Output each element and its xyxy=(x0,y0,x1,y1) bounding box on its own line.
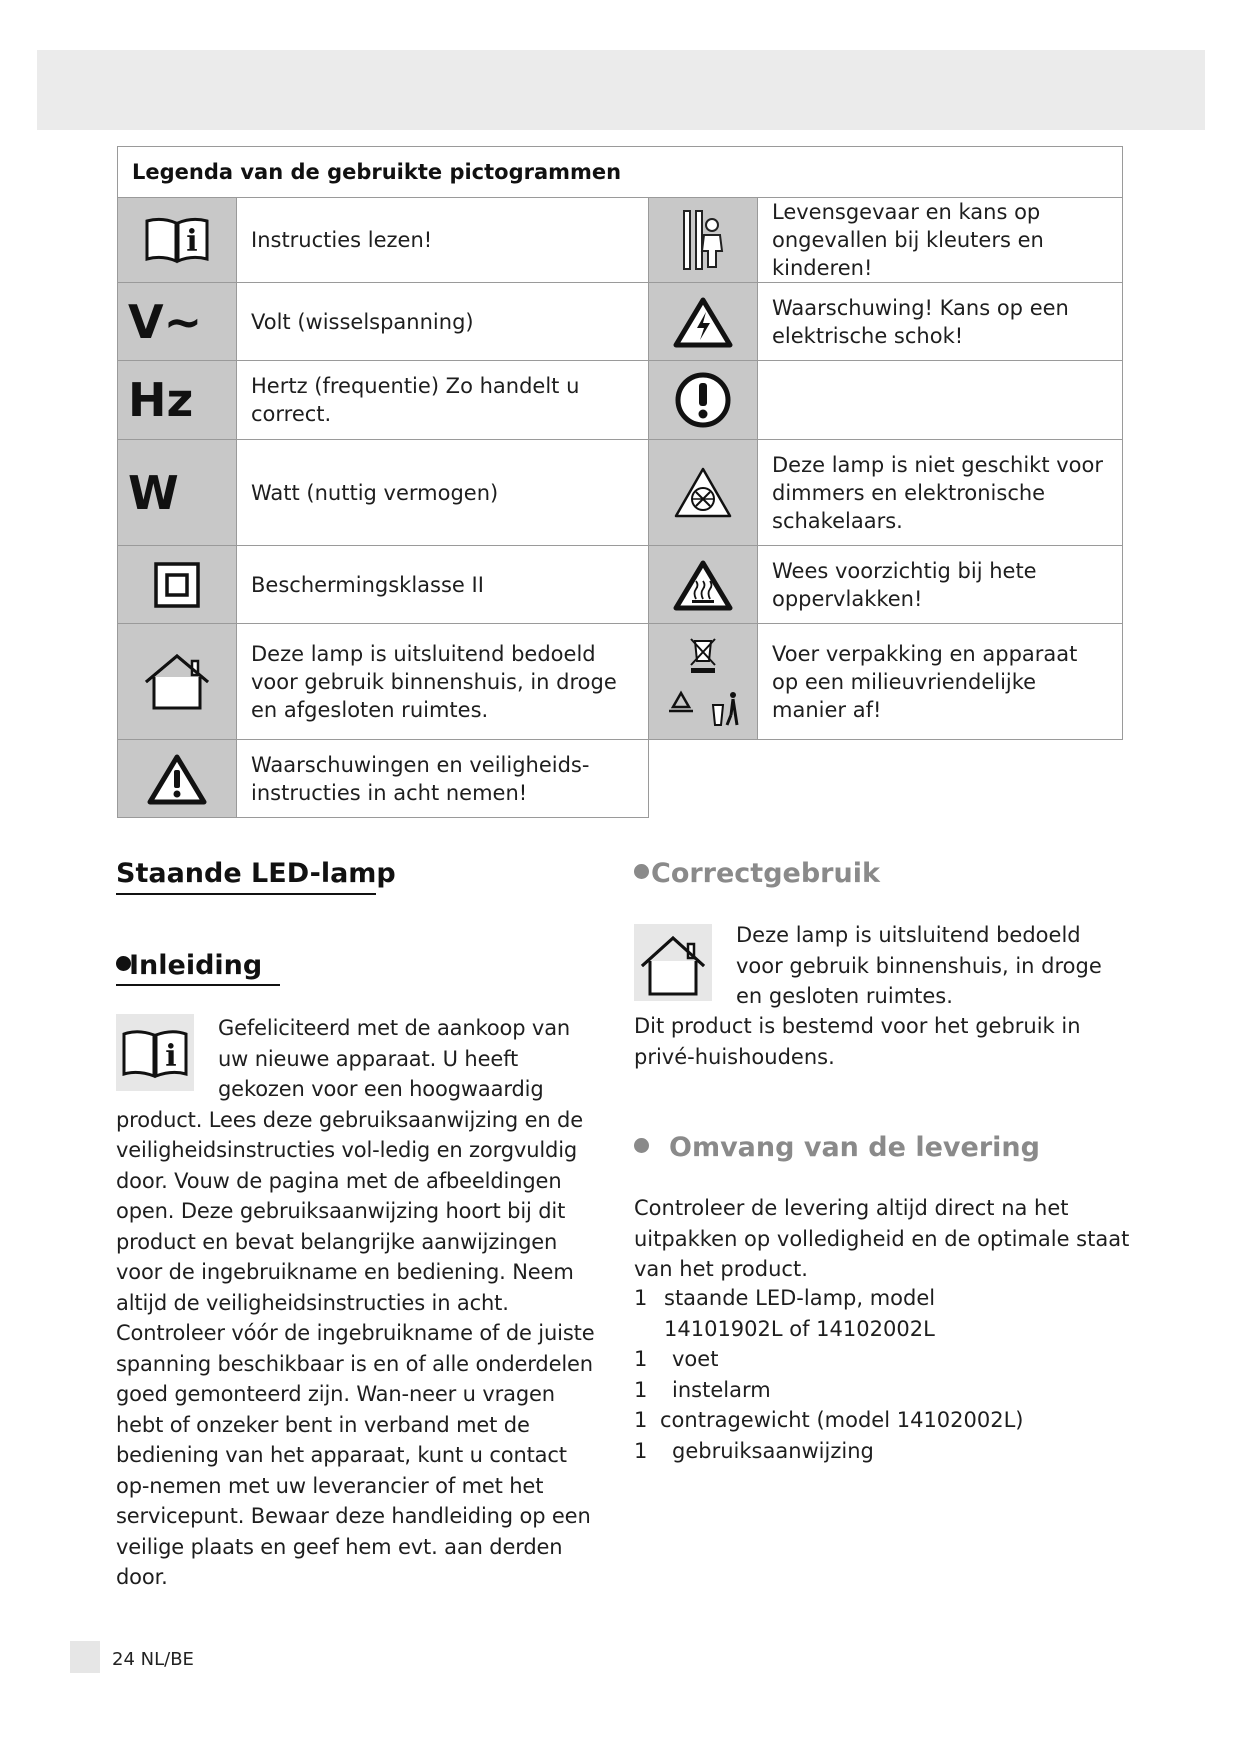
item-qty: 1 xyxy=(634,1408,648,1432)
top-banner xyxy=(37,50,1205,130)
legend-text: Waarschuwing! Kans op een elektrische schok! xyxy=(758,283,1123,361)
legend-text: Deze lamp is uitsluitend bedoeld voor gebruik binnenshuis, in droge en afgesloten ruimtes. xyxy=(237,624,649,740)
intro-underline xyxy=(116,984,280,986)
list-item xyxy=(634,1405,1134,1436)
legend-text: Wees voorzichtig bij hete oppervlakken! xyxy=(758,546,1123,624)
house-icon xyxy=(118,652,236,712)
list-item xyxy=(634,1436,1134,1467)
list-item xyxy=(634,1283,1134,1344)
list-item xyxy=(634,1344,1134,1375)
child-danger-icon xyxy=(649,209,757,271)
legend-text: Waarschuwingen en veiligheids-instructies in acht nemen! xyxy=(237,740,649,818)
legend-text: Volt (wisselspanning) xyxy=(237,283,649,361)
svg-text:i: i xyxy=(165,1039,177,1074)
page-title: Staande LED-lamp xyxy=(116,858,396,889)
no-dimmer-icon xyxy=(649,465,757,521)
legend-text: Instructies lezen! xyxy=(237,198,649,283)
watt-icon: W xyxy=(128,465,179,520)
delivery-heading xyxy=(634,1132,1040,1163)
item-label: instelarm xyxy=(672,1377,771,1402)
exclamation-circle-icon xyxy=(649,371,757,429)
legend-text: Watt (nuttig vermogen) xyxy=(237,440,649,546)
legend-title: Legenda van de gebruikte pictogrammen xyxy=(118,147,1123,198)
legend-text: Hertz (frequentie) Zo handelt u correct. xyxy=(237,361,649,440)
intro-heading-label: Inleiding xyxy=(129,950,263,981)
item-qty: 1 xyxy=(634,1347,648,1371)
legend-text: Voer verpakking en apparaat op een milieuvriendelijke manier af! xyxy=(758,624,1123,740)
svg-text:i: i xyxy=(186,224,198,259)
legend-text xyxy=(758,361,1123,440)
intro-column xyxy=(116,1013,606,1593)
item-label: gebruiksaanwijzing xyxy=(672,1438,874,1463)
page-number: 24 xyxy=(112,1649,135,1670)
item-label: staande LED-lamp, model 14101902L of 14102002L xyxy=(664,1286,936,1341)
correct-use-heading-label: Correctgebruik xyxy=(651,858,880,889)
item-label: contragewicht (model 14102002L) xyxy=(660,1408,1024,1432)
intro-text: Gefeliciteerd met de aankoop van uw nieuwe apparaat. U heeft gekozen voor een hoogwaardig product. Lees deze gebruiksaanwijzing en de veiligheidsinstructies vol-ledig en zorgvuldig door. Vouw de pagina met de afbeeldingen open. Deze gebruiksaanwijzing hoort bij dit product en bevat belangrijke aanwijzingen voor de ingebruikname en bediening. Neem altijd de veiligheidsinstructies in acht. Controleer vóór de ingebruikname of de juiste spanning beschikbaar is en of alle onderdelen goed gemonteerd zijn. Wan-neer u vragen hebt of onzeker bent in verband met de bediening van het apparaat, kunt u contact op-nemen met uw leverancier of met het servicepunt. Bewaar deze handleiding op een veilige plaats en geef hem evt. aan derden door. xyxy=(116,1016,595,1589)
correct-use-icon-text: Deze lamp is uitsluitend bedoeld voor gebruik binnenshuis, in droge en gesloten ruimtes. xyxy=(736,923,1102,1008)
intro-heading xyxy=(116,950,262,981)
item-label: voet xyxy=(672,1347,719,1371)
hertz-icon: Hz xyxy=(128,373,194,427)
warning-triangle-icon xyxy=(118,753,236,805)
item-qty: 1 xyxy=(634,1438,648,1463)
house-icon xyxy=(634,986,712,1005)
pictogram-legend-table xyxy=(117,146,1123,818)
delivery-text: Controleer de levering altijd direct na het uitpakken op volledigheid en de optimale staat van het product. xyxy=(634,1196,1130,1281)
bullet-icon xyxy=(634,864,649,879)
legend-text: Levensgevaar en kans op ongevallen bij kleuters en kinderen! xyxy=(758,198,1123,283)
page-footer xyxy=(112,1649,194,1670)
correct-use-text: Dit product is bestemd voor het gebruik in privé-huishoudens. xyxy=(634,1014,1081,1069)
volt-ac-icon: V~ xyxy=(128,294,203,349)
bullet-icon xyxy=(634,1138,649,1153)
recycling-disposal-icon xyxy=(649,635,757,729)
electric-shock-warning-icon xyxy=(649,296,757,348)
delivery-heading-label: Omvang van de levering xyxy=(669,1132,1040,1163)
legend-text: Deze lamp is niet geschikt voor dimmers en elektronische schakelaars. xyxy=(758,440,1123,546)
protection-class-2-icon xyxy=(118,561,236,609)
item-qty: 1 xyxy=(634,1377,648,1402)
title-underline xyxy=(116,893,376,895)
footer-marker xyxy=(70,1641,100,1673)
list-item xyxy=(634,1375,1134,1406)
correct-use-heading xyxy=(634,858,880,889)
legend-text: Beschermingsklasse II xyxy=(237,546,649,624)
delivery-list xyxy=(634,1283,1134,1466)
item-qty: 1 xyxy=(634,1286,648,1310)
page-locale: NL/BE xyxy=(140,1649,194,1670)
hot-surface-icon xyxy=(649,559,757,611)
book-info-icon xyxy=(118,215,236,265)
house-icon-box xyxy=(634,924,712,1001)
